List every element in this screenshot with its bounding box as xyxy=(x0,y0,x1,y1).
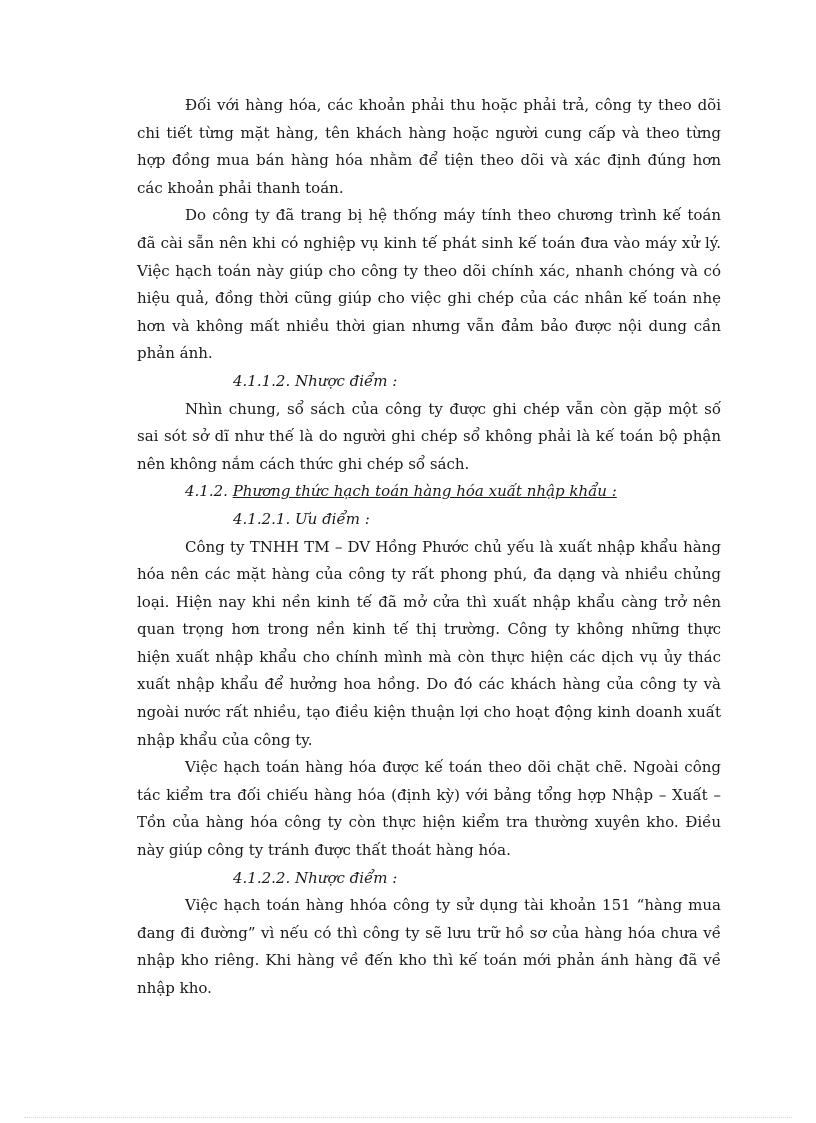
heading-4121-advantages: 4.1.2.1. Ưu điểm : xyxy=(233,509,370,528)
paragraph-bookkeeping-errors: Nhìn chung, sổ sách của công ty được ghi chép vẫn còn gặp một số sai sót sở dĩ như thế là do người ghi chép sổ không phải là kế toán bộ phận nên không nắm cách thức ghi chép sổ sách. xyxy=(137,399,721,473)
paragraph-inventory-control: Việc hạch toán hàng hóa được kế toán theo dõi chặt chẽ. Ngoài công tác kiểm tra đối chiếu hàng hóa (định kỳ) với bảng tổng hợp Nhập – Xuất – Tồn của hàng hóa công ty còn thực hiện kiểm tra thường xuyên kho. Điều này giúp công ty tránh được thất thoát hàng hóa. xyxy=(137,758,721,860)
heading-412 xyxy=(137,478,721,506)
paragraph-detail-tracking: Đối với hàng hóa, các khoản phải thu hoặc phải trả, công ty theo dõi chi tiết từng mặt hàng, tên khách hàng hoặc người cung cấp và theo từng hợp đồng mua bán hàng hóa nhằm để tiện theo dõi và xác định đúng hơn các khoản phải thanh toán. xyxy=(137,96,721,197)
paragraph-computer-system: Do công ty đã trang bị hệ thống máy tính theo chương trình kế toán đã cài sẵn nên khi có nghiệp vụ kinh tế phát sinh kế toán đưa vào máy xử lý. Việc hạch toán này giúp cho công ty theo dõi chính xác, nhanh chóng và có hiệu quả, đồng thời cũng giúp cho việc ghi chép của các nhân kế toán nhẹ hơn và không mất nhiều thời gian nhưng vẫn đảm bảo được nội dung cần phản ánh. xyxy=(137,206,721,363)
heading-4112-disadvantages: 4.1.1.2. Nhược điểm : xyxy=(233,371,398,390)
heading-4122-disadvantages: 4.1.2.2. Nhược điểm : xyxy=(233,868,398,887)
page-bottom-divider xyxy=(24,1117,792,1118)
heading-412-number: 4.1.2. xyxy=(185,482,228,501)
paragraph-account-151: Việc hạch toán hàng hhóa công ty sử dụng tài khoản 151 “hàng mua đang đi đường” vì nếu có thì công ty sẽ lưu trữ hồ sơ của hàng hóa chưa về nhập kho riêng. Khi hàng về đến kho thì kế toán mới phản ánh hàng đã về nhập kho. xyxy=(137,896,721,997)
heading-412-title: Phương thức hạch toán hàng hóa xuất nhập khẩu : xyxy=(232,482,617,501)
paragraph-import-export: Công ty TNHH TM – DV Hồng Phước chủ yếu là xuất nhập khẩu hàng hóa nên các mặt hàng của công ty rất phong phú, đa dạng và nhiều chủng loại. Hiện nay khi nền kinh tế đã mở cửa thì xuất nhập khẩu càng trở nên quan trọng hơn trong nền kinh tế thị trường. Công ty không những thực hiện xuất nhập khẩu cho chính mình mà còn thực hiện các dịch vụ ủy thác xuất nhập khẩu để hưởng hoa hồng. Do đó các khách hàng của công ty và ngoài nước rất nhiều, tạo điều kiện thuận lợi cho hoạt động kinh doanh xuất nhập khẩu của công ty. xyxy=(137,537,721,749)
document-page xyxy=(137,92,721,1003)
